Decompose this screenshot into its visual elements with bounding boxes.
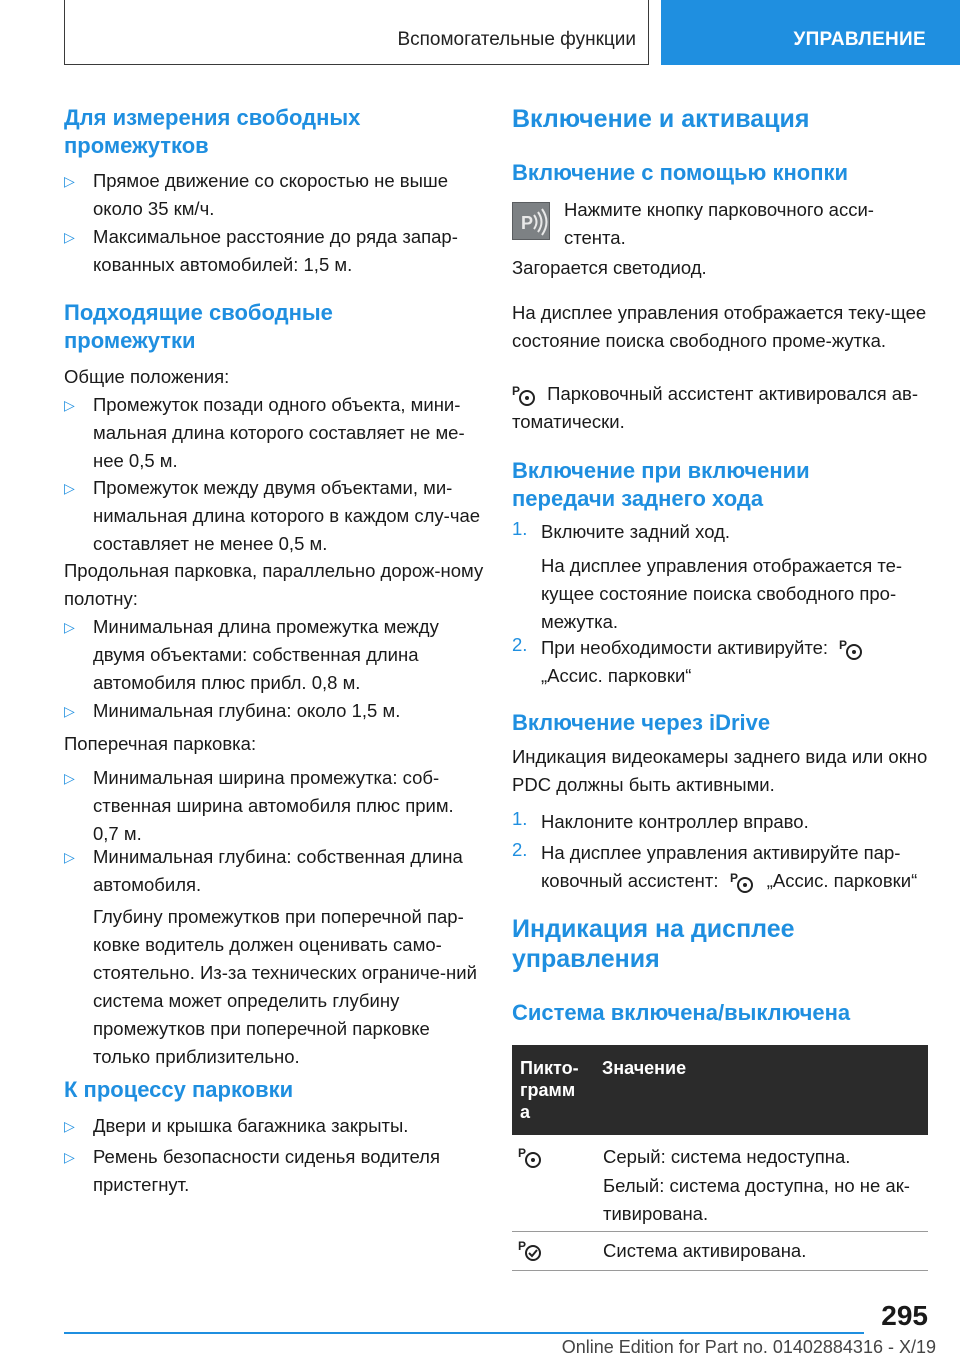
heading-idrive: Включение через iDrive [512,710,771,735]
svg-text:P: P [839,638,848,653]
svg-text:P: P [518,1146,527,1160]
list-item: 2. При необходимости активируйте: P „Ассис. парковки“ [512,634,928,694]
led-text: Загорается светодиод. [512,257,707,278]
auto-activation-text: P Парковочный ассистент активировался ав-томатически. [512,383,919,432]
svg-text:P: P [512,384,521,399]
footer-divider [64,1332,864,1334]
bullet-triangle-icon: ▷ [64,703,75,719]
idrive-text: Индикация видеокамеры заднего вида или окно PDC должны быть активными. [512,746,928,795]
svg-text:P: P [729,871,738,886]
parking-assistant-icon [512,383,538,407]
heading-control-display: Индикация на дисплее управления [512,915,795,973]
parking-assistant-active-icon [518,1238,544,1262]
bullet-triangle-icon: ▷ [64,770,75,786]
list-item: 1. Включите задний ход. На дисплее управления отображается те-кущее состояние поиска свободного про-межутка. [512,518,903,632]
svg-text:P: P [521,213,534,233]
header-chapter-tab [661,0,960,65]
header-section-title: Вспомогательные функции [397,29,636,50]
list-item: ▷ Максимальное расстояние до ряда запар-кованных автомобилей: 1,5 м. [64,223,484,279]
bullet-triangle-icon: ▷ [64,229,75,245]
footer-edition: Online Edition for Part no. 01402884316 - X/19 [561,1337,936,1357]
display-text: На дисплее управления отображается теку-щее состояние поиска свободного проме-жутка. [512,302,927,351]
header-chapter-title: УПРАВЛЕНИЕ [793,29,926,50]
button-instruction: Нажмите кнопку парковочного асси-стента. [564,199,874,248]
parking-button-icon [512,202,550,240]
bullet-triangle-icon: ▷ [64,1118,75,1134]
page-number: 295 [881,1300,928,1331]
heading-gap-measurement: Для измерения свободных промежутков [64,105,361,158]
bullet-triangle-icon: ▷ [64,619,75,635]
parallel-label: Продольная парковка, параллельно дорож-ному полотну: [64,560,484,609]
parking-assistant-icon [839,637,865,661]
heading-reverse-gear: Включение при включении передачи заднего хода [512,458,810,511]
cross-note: Глубину промежутков при поперечной пар-ковке водитель должен оценивать само-стоятельно. Из-за технических ограниче-ний система может определить глубину промежутков при поперечной парковке только приблизительно. [93,906,477,1067]
table-col-pictogram: Пикто-грамм а [520,1058,579,1122]
heading-suitable-gaps: Подходящие свободные промежутки [64,300,333,353]
svg-text:P: P [518,1239,527,1253]
cross-label: Поперечная парковка: [64,733,257,754]
bullet-triangle-icon: ▷ [64,1149,75,1165]
parking-assistant-icon [730,870,756,894]
heading-button-activation: Включение с помощью кнопки [512,160,849,185]
bullet-triangle-icon: ▷ [64,480,75,496]
table-row-divider [512,1231,928,1232]
list-item: 2. На дисплее управления активируйте пар-ковочный ассистент: P „Ассис. парковки“ [512,839,928,899]
table-row-divider [512,1270,928,1271]
heading-parking-process: К процессу парковки [64,1077,294,1102]
table-col-meaning: Значение [602,1058,687,1078]
parking-assistant-icon [518,1145,544,1169]
bullet-triangle-icon: ▷ [64,397,75,413]
heading-activation: Включение и активация [512,105,810,133]
bullet-triangle-icon: ▷ [64,849,75,865]
header-section-box [64,0,649,65]
list-item: ▷ Прямое движение со скоростью не выше около 35 км/ч. [64,167,484,223]
table-header [512,1045,928,1135]
heading-system-on-off: Система включена/выключена [512,1000,851,1025]
general-label: Общие положения: [64,366,230,387]
bullet-triangle-icon: ▷ [64,173,75,189]
